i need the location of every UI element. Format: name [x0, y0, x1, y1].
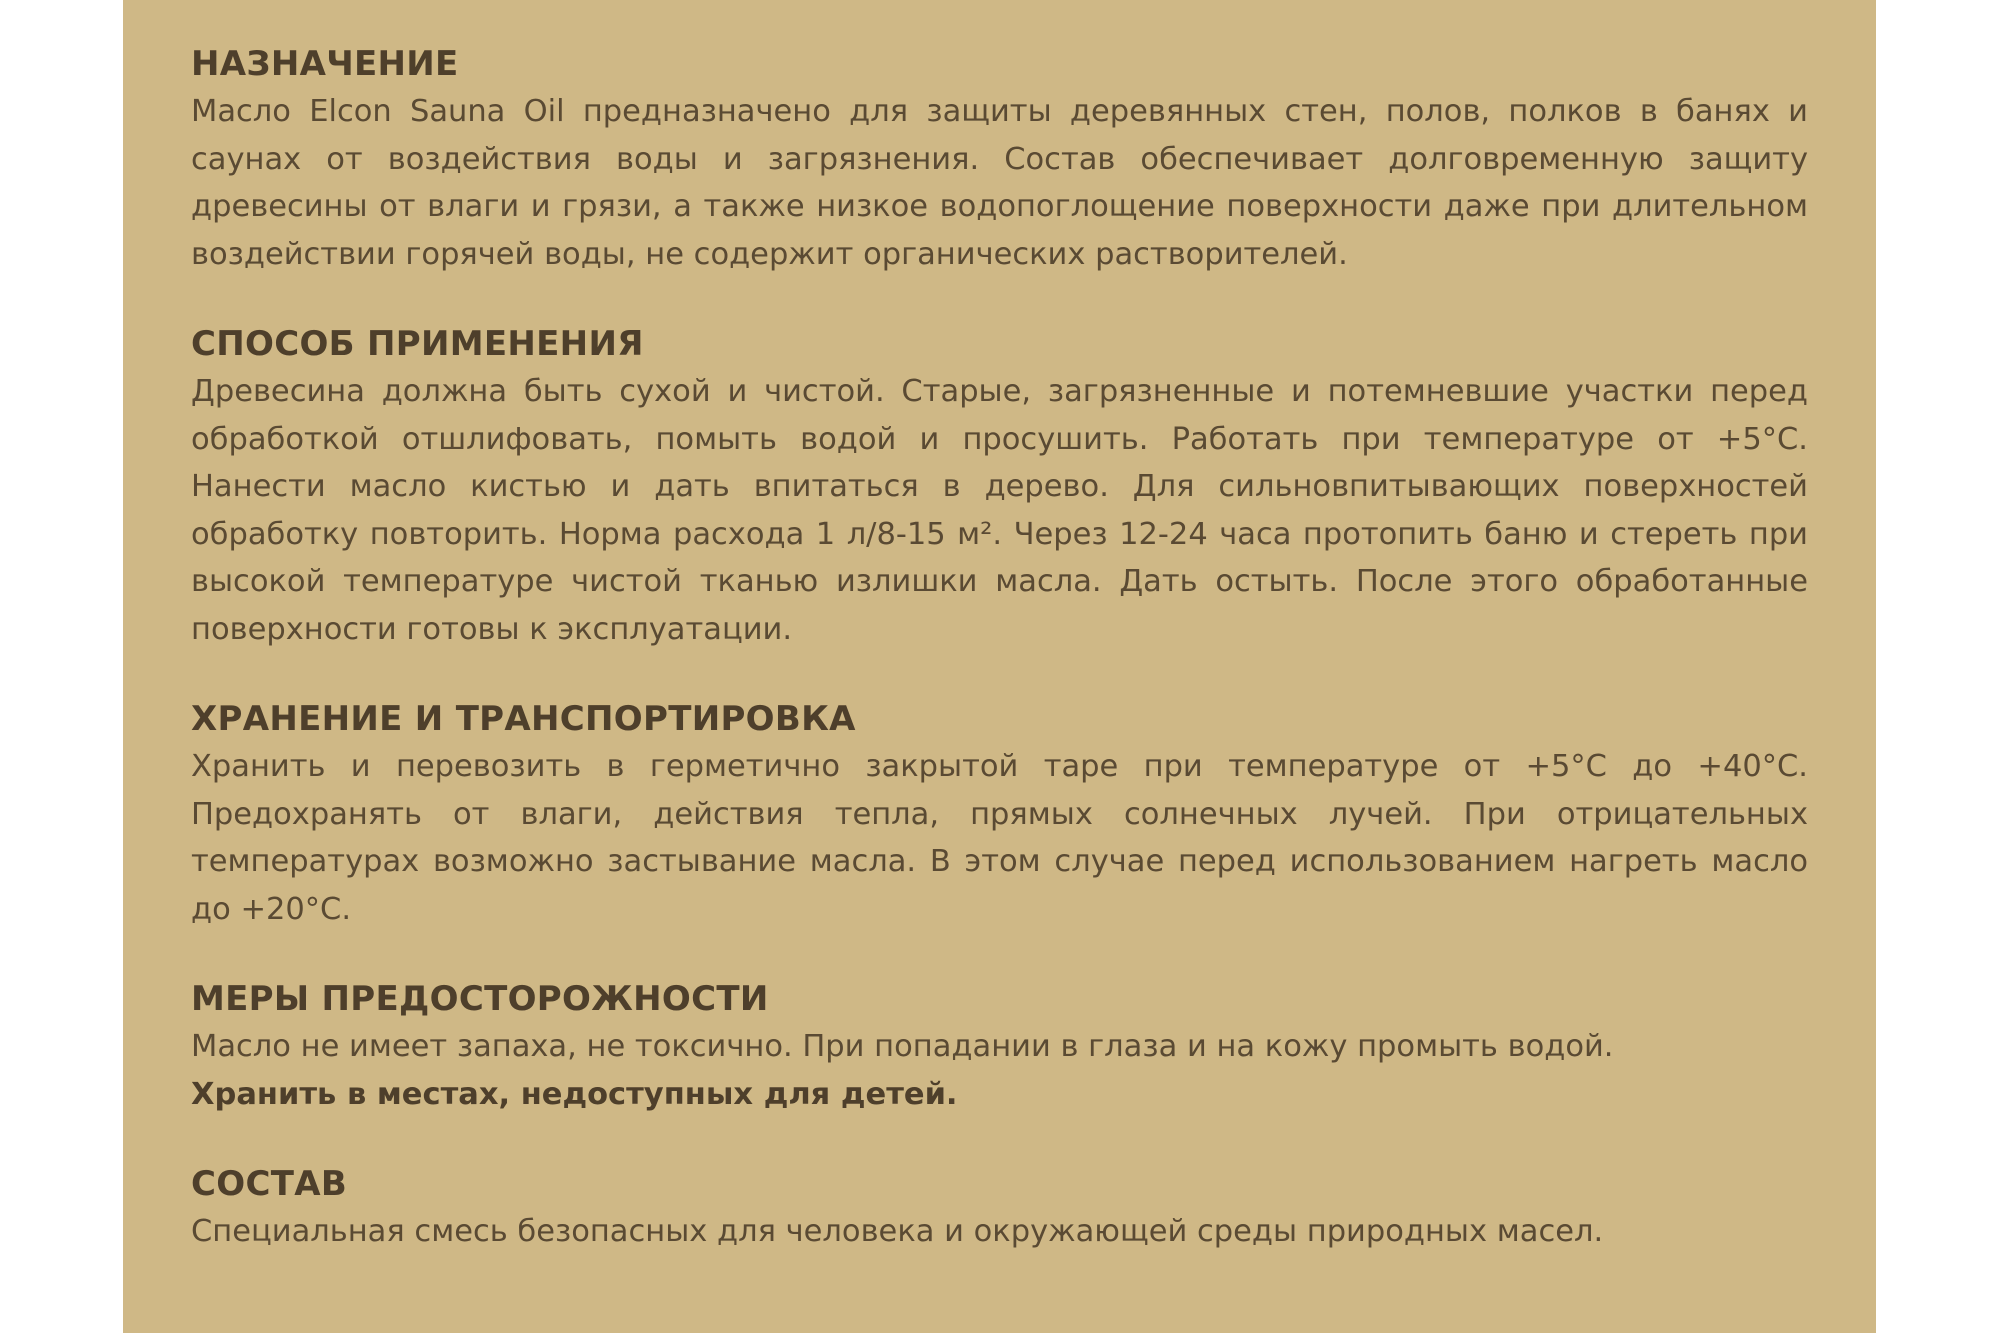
- section-heading-application: СПОСОБ ПРИМЕНЕНИЯ: [191, 324, 644, 364]
- section-application: [191, 320, 1808, 653]
- precautions-children-warning: Хранить в местах, недоступных для детей.: [191, 1076, 958, 1112]
- section-purpose: [191, 40, 1808, 278]
- section-heading-precautions: МЕРЫ ПРЕДОСТОРОЖНОСТИ: [191, 979, 769, 1019]
- section-body-purpose: Масло Elcon Sauna Oil предназначено для защиты деревянных стен, полов, полков в банях и саунах от воздействия воды и загрязнения. Состав обеспечивает долговременную защиту древесины от влаги и грязи, а также низкое водопоглощение поверхности даже при длительном воздействии горячей воды, не содержит органических растворителей.: [191, 94, 1808, 272]
- section-body-application: Древесина должна быть сухой и чистой. Старые, загрязненные и потемневшие участки перед обработкой отшлифовать, помыть водой и просушить. Работать при температуре от +5°С. Нанести масло кистью и дать впитаться в дерево. Для сильновпитывающих поверхностей обработку повторить. Норма расхода 1 л/8-15 м². Через 12-24 часа протопить баню и стереть при высокой температуре чистой тканью излишки масла. Дать остыть. После этого обработанные поверхности готовы к эксплуатации.: [191, 374, 1808, 647]
- section-heading-storage: ХРАНЕНИЕ И ТРАНСПОРТИРОВКА: [191, 699, 856, 739]
- section-storage: [191, 695, 1808, 933]
- section-precautions: [191, 975, 1808, 1118]
- section-composition: [191, 1160, 1808, 1256]
- precautions-text: Масло не имеет запаха, не токсично. При попадании в глаза и на кожу промыть водой.: [191, 1029, 1614, 1064]
- section-body-precautions: [191, 1023, 1808, 1118]
- section-body-storage: Хранить и перевозить в герметично закрытой таре при температуре от +5°С до +40°С. Предохранять от влаги, действия тепла, прямых солнечных лучей. При отрицательных температурах возможно застывание масла. В этом случае перед использованием нагреть масло до +20°С.: [191, 749, 1808, 927]
- section-body-composition: Специальная смесь безопасных для человека и окружающей среды природных масел.: [191, 1214, 1604, 1249]
- section-heading-purpose: НАЗНАЧЕНИЕ: [191, 44, 459, 84]
- product-info-panel: [123, 0, 1876, 1333]
- section-heading-composition: СОСТАВ: [191, 1164, 348, 1204]
